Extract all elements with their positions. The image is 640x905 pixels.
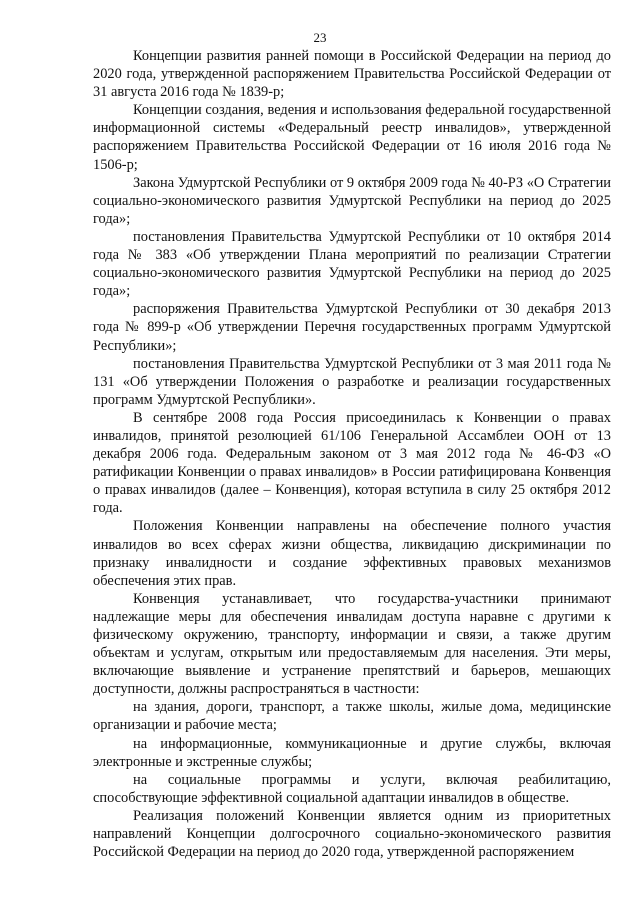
paragraph-convention-measures: Конвенция устанавливает, что государства-участники принимают надлежащие меры для обеспечения инвалидам доступа наравне с другими к физическому окружению, транспорту, информации и связи, а также другим объектам и услугам, открытым или предоставляемым для населения. Эти меры, включающие выявление и устранение препятствий и барьеров, мешающих доступности, должны распространяться в частности: (93, 590, 611, 698)
paragraph-convention-implementation: Реализация положений Конвенции является одним из приоритетных направлений Концепции долгосрочного социально-экономического развития Российской Федерации на период до 2020 года, утвержденной распоряжением (93, 807, 611, 861)
page-number: 23 (313, 30, 327, 45)
paragraph-resolution-383: постановления Правительства Удмуртской Республики от 10 октября 2014 года № 383 «Об утверждении Плана мероприятий по реализации Стратегии социально-экономического развития Удмуртской Республики на период до 2025 года»; (93, 228, 611, 300)
paragraph-resolution-131: постановления Правительства Удмуртской Республики от 3 мая 2011 года № 131 «Об утверждении Положения о разработке и реализации государственных программ Удмуртской Республики». (93, 355, 611, 408)
paragraph-list-programs: на социальные программы и услуги, включая реабилитацию, способствующие эффективной социальной адаптации инвалидов в обществе. (93, 771, 611, 806)
paragraph-early-help-concept: Концепции развития ранней помощи в Российской Федерации на период до 2020 года, утвержденной распоряжением Правительства Российской Федерации от 31 августа 2016 года № 1839-р; (93, 48, 611, 101)
paragraph-convention-accession: В сентябре 2008 года Россия присоединилась к Конвенции о правах инвалидов, принятой резолюцией 61/106 Генеральной Ассамблеи ООН от 13 декабря 2006 года. Федеральным законом от 3 мая 2012 года № 46-ФЗ «О ратификации Конвенции о правах инвалидов» в России ратифицирована Конвенция о правах инвалидов (далее – Конвенция), которая вступила в силу 25 октября 2012 года. (93, 409, 611, 517)
paragraph-order-899: распоряжения Правительства Удмуртской Республики от 30 декабря 2013 года № 899-р «Об утверждении Перечня государственных программ Удмуртской Республики»; (93, 301, 611, 354)
paragraph-udmurt-strategy-law: Закона Удмуртской Республики от 9 октября 2009 года № 40-РЗ «О Стратегии социально-экономического развития Удмуртской Республики на период до 2025 года»; (93, 174, 611, 227)
paragraph-convention-provisions: Положения Конвенции направлены на обеспечение полного участия инвалидов во всех сферах жизни общества, ликвидацию дискриминации по признаку инвалидности и создание эффективных правовых механизмов обеспечения этих прав. (93, 518, 611, 589)
paragraph-list-services: на информационные, коммуникационные и другие службы, включая электронные и экстренные службы; (93, 735, 611, 770)
paragraph-list-buildings: на здания, дороги, транспорт, а также школы, жилые дома, медицинские организации и рабочие места; (93, 699, 611, 734)
document-body (93, 47, 611, 861)
paragraph-disability-registry-concept: Концепции создания, ведения и использования федеральной государственной информационной системы «Федеральный реестр инвалидов», утвержденной распоряжением Правительства Российской Федерации от 16 июля 2016 года № 1506-р; (93, 102, 611, 173)
